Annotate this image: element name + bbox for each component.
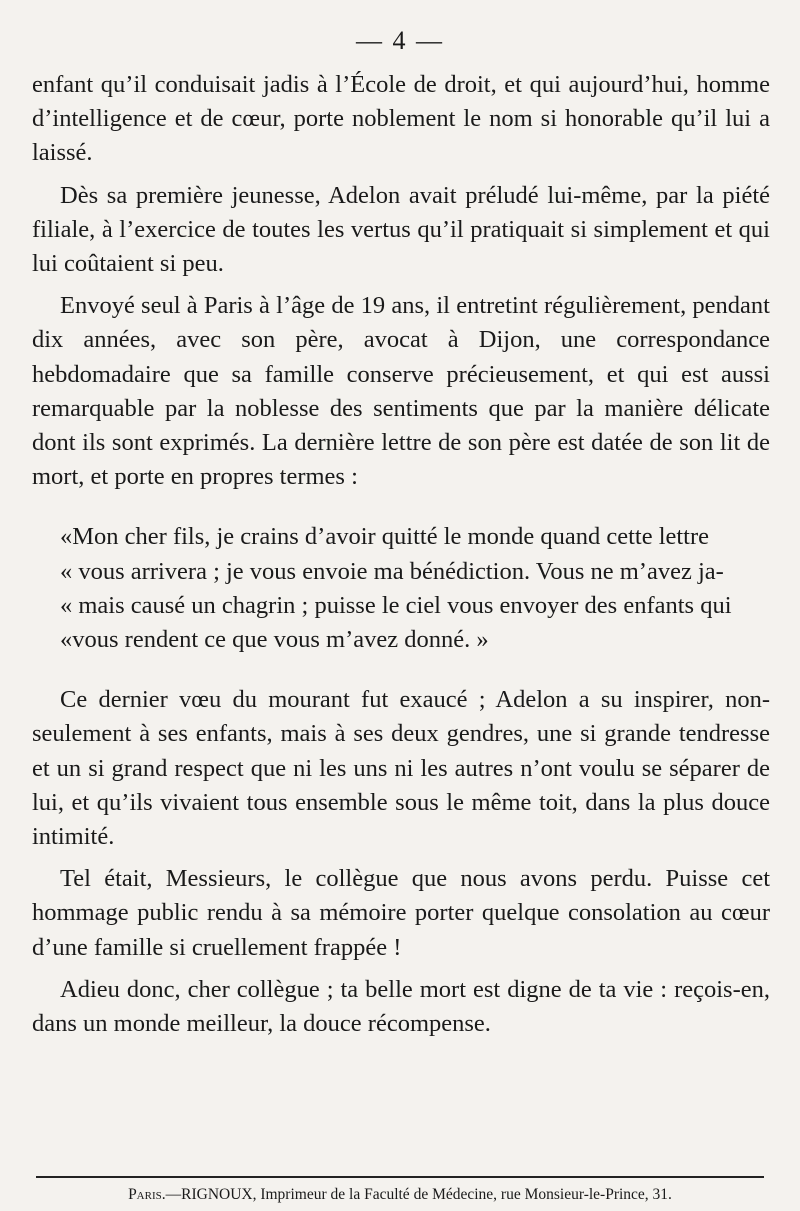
father-letter-quote [32, 520, 770, 657]
paragraph-last-wish: Ce dernier vœu du mourant fut exaucé ; Adelon a su inspirer, non-seulement à ses enfants, mais à ses deux gendres, une si grande tendresse et un si grand respect que ni les uns ni les autres n’ont voulu se séparer de lui, et qu’ils vivaient tous ensemble sous le même toit, dans la plus douce intimité. [32, 686, 770, 851]
quote-line: «vous rendent ce que vous m’avez donné. » [60, 626, 489, 654]
paragraph-continuation: enfant qu’il conduisait jadis à l’École de droit, et qui aujourd’hui, homme d’intelligence et de cœur, porte noblement le nom si honorable qu’il lui a laissé. [32, 71, 770, 167]
paragraph-correspondence: Envoyé seul à Paris à l’âge de 19 ans, il entretint régulièrement, pendant dix années, avec son père, avocat à Dijon, une correspondance hebdomadaire que sa famille conserve précieusement, et qui est aussi remarquable par la noblesse des sentiments que par la manière délicate dont ils sont exprimés. La dernière lettre de son père est datée de son lit de mort, et porte en propres termes : [32, 292, 770, 491]
paragraph-farewell: Adieu donc, cher collègue ; ta belle mort est digne de ta vie : reçois-en, dans un monde meilleur, la douce récompense. [32, 975, 770, 1038]
imprint-text: —RIGNOUX, Imprimeur de la Faculté de Médecine, rue Monsieur-le-Prince, 31. [165, 1186, 672, 1203]
quote-line: « mais causé un chagrin ; puisse le ciel vous envoyer des enfants qui [60, 591, 732, 619]
paragraph-early-youth: Dès sa première jeunesse, Adelon avait préludé lui-même, par la piété filiale, à l’exercice de toutes les vertus qu’il pratiquait si simplement et qui lui coûtaient si peu. [32, 181, 770, 278]
page-number: — 4 — [356, 26, 444, 55]
printer-imprint [0, 1186, 800, 1204]
paragraph-tribute: Tel était, Messieurs, le collègue que nous avons perdu. Puisse cet hommage public rendu à sa mémoire porter quelque consolation au cœur d’une famille si cruellement frappée ! [32, 865, 770, 961]
footer-rule [36, 1176, 764, 1178]
imprint-city: Paris. [128, 1186, 166, 1203]
quote-line: « vous arrivera ; je vous envoie ma bénédiction. Vous ne m’avez ja- [60, 557, 724, 585]
quote-line: «Mon cher fils, je crains d’avoir quitté le monde quand cette lettre [60, 523, 710, 551]
body-text [32, 68, 770, 1041]
